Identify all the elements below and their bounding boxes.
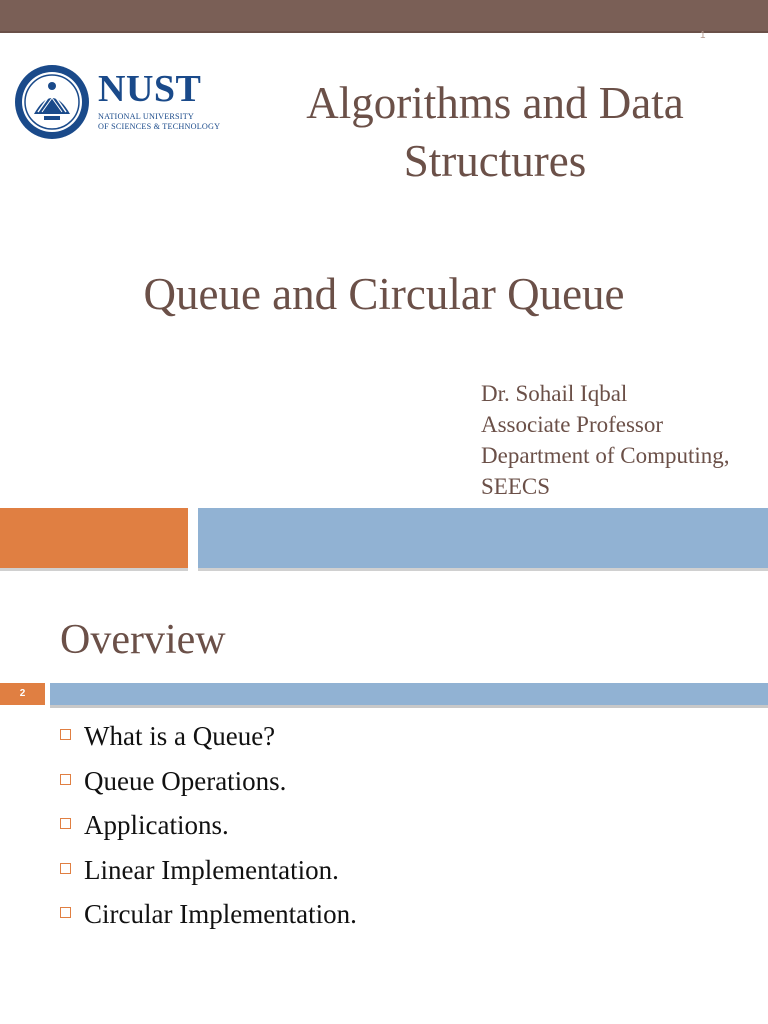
bullet-text: Queue Operations.: [84, 765, 287, 796]
bullet-text: Applications.: [84, 810, 229, 840]
author-name: Dr. Sohail Iqbal: [481, 381, 628, 406]
bullet-item: [60, 850, 357, 895]
course-title-line2: Structures: [403, 136, 587, 186]
square-bullet-icon: [60, 729, 71, 740]
logo-subtitle-line2: OF SCIENCES & TECHNOLOGY: [98, 122, 221, 131]
bullet-item: [60, 805, 357, 850]
square-bullet-icon: [60, 774, 71, 785]
slide1-top-bar: [0, 0, 768, 33]
logo-subtitle-line1: NATIONAL UNIVERSITY: [98, 112, 195, 121]
square-bullet-icon: [60, 863, 71, 874]
square-bullet-icon: [60, 818, 71, 829]
author-block: [481, 378, 730, 502]
course-title: [250, 74, 740, 190]
footer-blue-block: [198, 508, 768, 571]
bullet-text: What is a Queue?: [84, 721, 276, 751]
bullet-item: [60, 716, 357, 761]
author-department: Department of Computing,: [481, 443, 730, 468]
overview-title: Overview: [60, 617, 226, 663]
overview-bullet-list: [60, 716, 357, 939]
footer-orange-block: [0, 508, 188, 571]
course-title-line1: Algorithms and Data: [306, 78, 684, 128]
slide2-page-number: 2: [19, 688, 26, 699]
slide1-page-number: 1: [700, 30, 706, 41]
slide-title: Queue and Circular Queue: [143, 269, 625, 319]
bullet-text: Linear Implementation.: [84, 854, 339, 885]
bullet-item: [60, 761, 357, 806]
bullet-item: [60, 894, 357, 939]
bullet-text: Circular Implementation.: [84, 899, 357, 929]
author-school: SEECS: [481, 474, 551, 499]
nust-wordmark: NUST: [98, 68, 202, 110]
slide2-header-bar: [50, 683, 768, 708]
author-position: Associate Professor: [481, 412, 664, 437]
square-bullet-icon: [60, 907, 71, 918]
